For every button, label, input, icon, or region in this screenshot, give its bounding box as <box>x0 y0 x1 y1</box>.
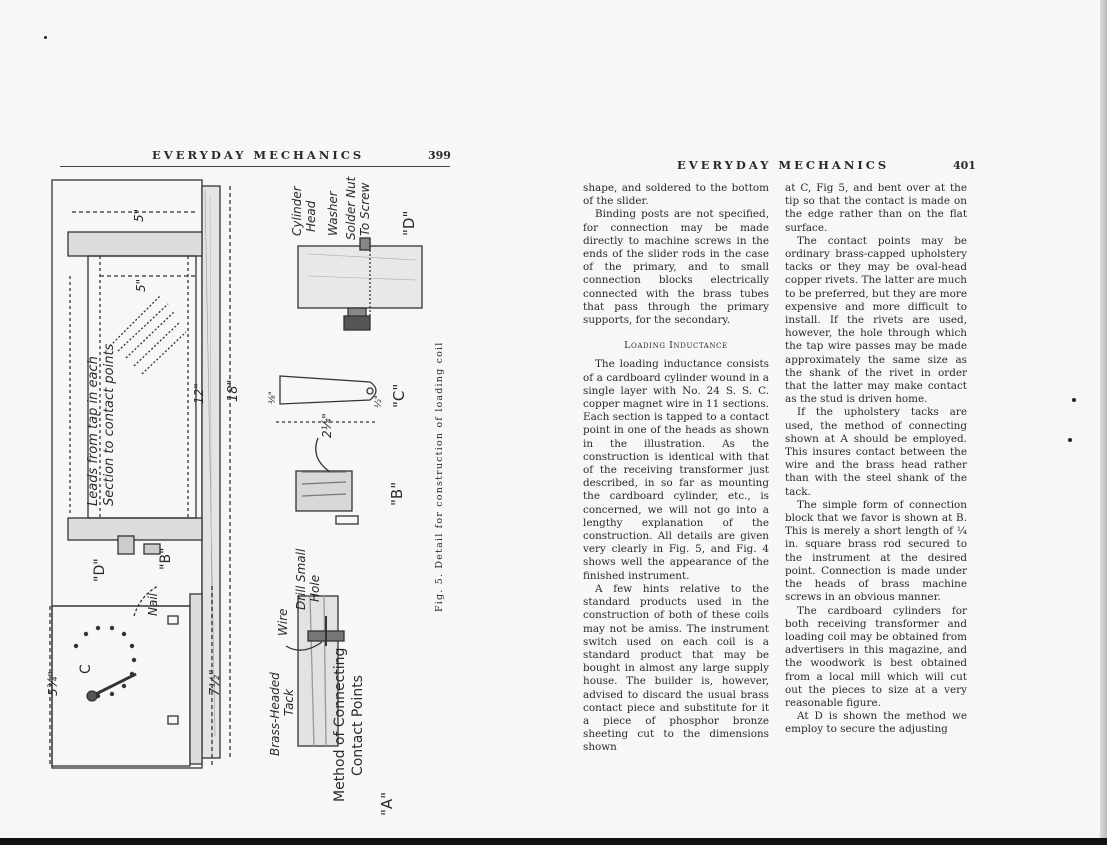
label-solder-nut: Solder Nut <box>344 176 358 240</box>
col1-paragraph-2: Binding posts are not specified, for connection may be made directly to machine screws in the ends of the slider rods in the case of the primary, and to small connection blocks electrically connected with the brass tubes that pass through the primary supports, for the secondary. <box>583 208 769 327</box>
label-brass-headed: Brass-Headed <box>268 672 282 756</box>
figure-caption: Fig. 5. Detail for construction of loading coil <box>434 341 445 612</box>
label-b-detail: "B" <box>388 481 406 506</box>
left-page-header <box>60 146 450 167</box>
col2-paragraph-5: The cardboard cylinders for both receiving transformer and loading coil may be obtained from advertisers in this magazine, and the woodwork is best obtained from a local mill which will cut out the pieces to size at a very reasonable figure. <box>785 604 967 709</box>
left-page-number: 399 <box>428 149 451 162</box>
scan-speck <box>1068 438 1072 442</box>
label-washer: Washer <box>326 191 340 236</box>
dim-12: 12" <box>192 383 206 404</box>
label-leads-2: Section to contact points <box>102 343 117 506</box>
label-d-main: "D" <box>92 558 108 582</box>
dim-7-1-2: 7½" <box>208 669 223 696</box>
label-a-detail: "A" <box>378 791 396 816</box>
col2-paragraph-4: The simple form of connection block that we favor is shown at B. This is merely a short length of ¼ in. square brass rod secured to the instrument at the desired point. Connection is made under the heads of brass machine screws in an obvious manner. <box>785 498 967 604</box>
label-cylinder: Cylinder <box>290 186 304 236</box>
scan-speck <box>1072 398 1076 402</box>
dim-5-3-4: 5¾" <box>46 671 60 696</box>
bottom-cylinder-head <box>68 518 202 540</box>
col1-paragraph-4: A few hints relative to the standard products used in the construction of both of these coils may not be amiss. The instrument switch used on each coil is a standard product that may be bought in almost any large supply house. The builder is, however, advised to discard the usual brass contact piece and substitute for it a piece of phosphor bronze sheeting cut to the dimensions shown <box>583 582 769 754</box>
section-heading: Loading Inductance <box>624 340 728 352</box>
label-method: Method of Connecting <box>332 647 348 802</box>
detail-c-arm <box>280 376 376 404</box>
col2-paragraph-6: At D is shown the method we employ to secure the adjusting <box>785 710 967 736</box>
col1-paragraph-1: shape, and soldered to the bottom of the slider. <box>583 182 769 208</box>
label-letter-c: C <box>78 664 94 674</box>
dim-1-2: ½" <box>374 395 384 408</box>
label-contact-points: Contact Points <box>350 675 366 776</box>
label-to-screw: To Screw <box>358 182 372 236</box>
scan-speck <box>44 36 47 39</box>
scan-edge-right <box>1100 0 1107 845</box>
right-header-title: EVERYDAY MECHANICS <box>677 158 890 172</box>
label-d-detail: "D" <box>400 210 418 236</box>
detail-d-block <box>298 246 422 308</box>
label-tack: Tack <box>282 689 296 716</box>
dim-18: 18" <box>226 379 241 402</box>
label-hole: Hole <box>308 574 322 602</box>
text-column-1 <box>583 182 769 755</box>
top-cylinder-head <box>68 232 202 256</box>
detail-b-block <box>296 471 352 511</box>
right-page-header <box>583 158 976 176</box>
scan-edge-bottom <box>0 838 1107 845</box>
label-nail: Nail <box>146 593 160 616</box>
col2-paragraph-2: The contact points may be ordinary brass-capped upholstery tacks or they may be oval-head copper rivets. The latter are much to be preferred, but they are more expensive and more difficult to install. If the rivets are used, however, the hole through which the tap wire passes may be made approximately the same size as the shank of the rivet in order that the latter may make contact as the stud is driven home. <box>785 234 967 406</box>
label-drill: Drill Small <box>294 548 308 610</box>
loading-coil-figure <box>40 176 460 816</box>
dim-5-mid: 5" <box>134 278 148 292</box>
label-wire: Wire <box>276 608 290 636</box>
label-leads: Leads from tap in each <box>86 356 101 506</box>
col2-paragraph-1: at C, Fig 5, and bent over at the tip so that the contact is made on the edge rather than on the flat surface. <box>785 182 967 234</box>
label-c-detail: "C" <box>390 383 408 408</box>
text-column-2 <box>785 182 967 737</box>
col1-paragraph-3: The loading inductance consists of a cardboard cylinder wound in a single layer with No. 24 S. S. C. copper magnet wire in 11 sections. Each section is tapped to a contact point in one of the heads as shown in the illustration. As the construction is identical with that of the receiving transformer just described, in so far as mounting the cardboard cylinder, etc., is concerned, we will not go into a lengthy explanation of the construction. All details are given very clearly in Fig. 5, and Fig. 4 shows well the appearance of the finished instrument. <box>583 358 769 582</box>
dim-2-1-4: 2¼" <box>320 413 334 438</box>
label-cylinder-head: Head <box>304 200 318 232</box>
dim-5-top: 5" <box>132 208 146 222</box>
label-b-main: "B" <box>158 547 174 570</box>
switch-panel <box>52 606 190 766</box>
dim-3-8: ⅜" <box>268 391 278 404</box>
right-page-number: 401 <box>953 159 976 172</box>
left-header-title: EVERYDAY MECHANICS <box>152 148 365 162</box>
col2-paragraph-3: If the upholstery tacks are used, the method of connecting shown at A should be employed. This insures contact between the wire and the brass head rather than with the steel shank of the tack. <box>785 406 967 498</box>
